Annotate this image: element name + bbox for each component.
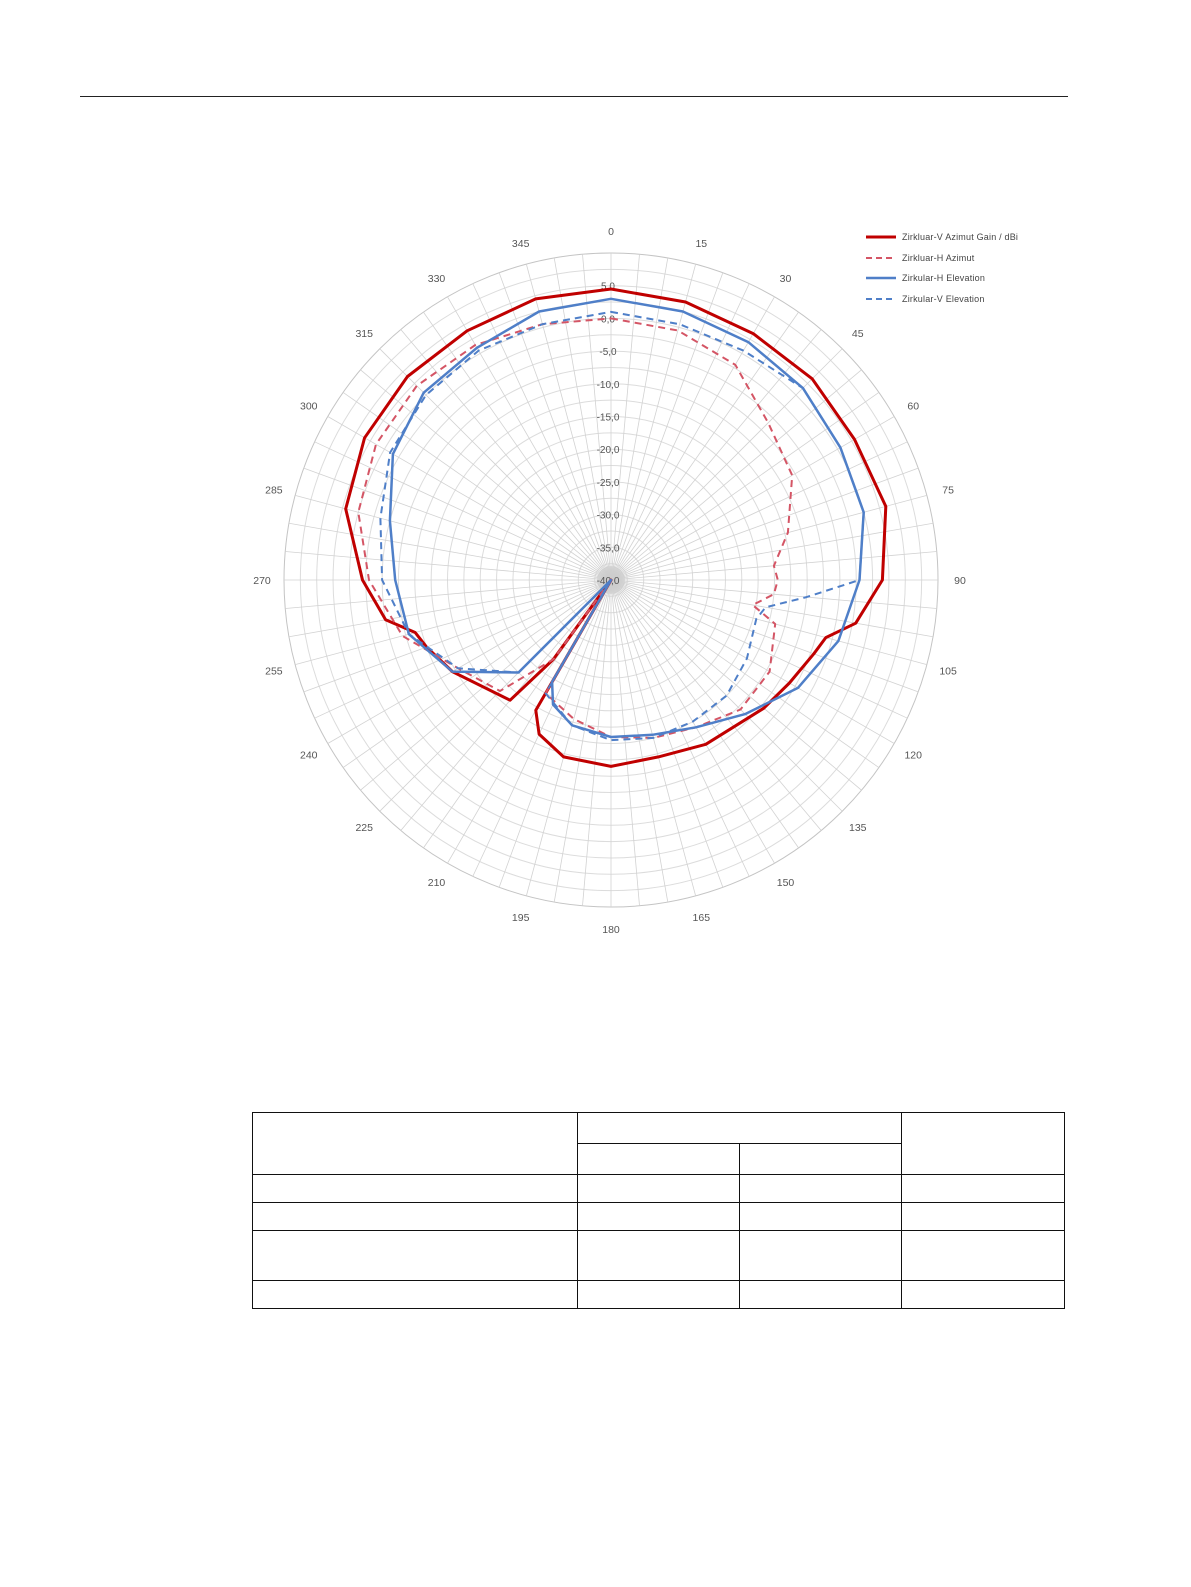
angle-tick-label: 300 bbox=[299, 400, 318, 413]
legend-item bbox=[866, 227, 1086, 248]
table-row bbox=[253, 1231, 1065, 1281]
table-cell bbox=[253, 1231, 578, 1281]
radial-tick-label: -20,0 bbox=[596, 445, 620, 457]
legend-label: Zirkular-H Elevation bbox=[902, 273, 986, 284]
radial-tick-label: -40,0 bbox=[596, 576, 620, 587]
table-cell bbox=[578, 1113, 902, 1144]
table-cell bbox=[740, 1144, 902, 1175]
table-row bbox=[253, 1113, 1065, 1144]
radial-tick-label: 0,0 bbox=[601, 314, 615, 326]
table-cell bbox=[253, 1175, 578, 1203]
table-cell bbox=[740, 1175, 902, 1203]
table-cell bbox=[740, 1281, 902, 1309]
table-cell bbox=[578, 1203, 740, 1231]
legend-item bbox=[866, 248, 1086, 269]
legend-item bbox=[866, 268, 1086, 289]
grid-spoke bbox=[611, 580, 639, 906]
radial-tick-label: 5,0 bbox=[601, 281, 615, 293]
radial-tick-label: -5,0 bbox=[599, 347, 617, 359]
legend-label: Zirkular-V Elevation bbox=[902, 293, 985, 304]
grid-spoke bbox=[285, 552, 611, 580]
grid-spoke bbox=[285, 580, 611, 608]
table-row bbox=[253, 1203, 1065, 1231]
angle-tick-label: 180 bbox=[602, 924, 620, 936]
legend-swatch-v-azimut bbox=[866, 234, 896, 240]
table-cell bbox=[253, 1203, 578, 1231]
table-cell bbox=[253, 1281, 578, 1309]
table-cell bbox=[578, 1175, 740, 1203]
specs-table bbox=[252, 1112, 1065, 1309]
legend-swatch-h-azimut bbox=[866, 255, 896, 261]
radial-tick-label: -15,0 bbox=[596, 412, 620, 424]
angle-tick-label: 255 bbox=[265, 665, 283, 678]
table-cell bbox=[578, 1231, 740, 1281]
radial-tick-label: -35,0 bbox=[596, 543, 620, 555]
grid-spoke bbox=[295, 495, 611, 580]
angle-tick-label: 75 bbox=[942, 484, 954, 497]
angle-tick-label: 120 bbox=[904, 749, 923, 762]
grid-spoke bbox=[583, 580, 611, 906]
angle-tick-label: 135 bbox=[849, 821, 867, 834]
angle-tick-label: 105 bbox=[939, 665, 957, 678]
legend-swatch-v-elevation bbox=[866, 296, 896, 302]
angle-tick-label: 315 bbox=[355, 328, 373, 341]
angle-tick-label: 345 bbox=[511, 237, 530, 250]
table-row bbox=[253, 1175, 1065, 1203]
angle-tick-label: 45 bbox=[851, 328, 864, 341]
grid-spoke bbox=[611, 417, 894, 581]
series-line bbox=[358, 318, 792, 738]
table-cell bbox=[578, 1144, 740, 1175]
angle-tick-label: 195 bbox=[511, 912, 530, 925]
radial-tick-label: -30,0 bbox=[596, 510, 620, 522]
grid-spoke bbox=[611, 580, 927, 665]
table-cell bbox=[740, 1203, 902, 1231]
chart-legend bbox=[866, 227, 1086, 309]
angle-tick-label: 15 bbox=[695, 237, 708, 250]
grid-spoke bbox=[328, 417, 611, 581]
angle-tick-label: 0 bbox=[608, 226, 614, 238]
angle-tick-label: 225 bbox=[355, 821, 373, 834]
grid-spoke bbox=[526, 580, 611, 896]
legend-item bbox=[866, 289, 1086, 310]
angle-tick-label: 240 bbox=[299, 749, 318, 762]
grid-spoke bbox=[295, 580, 611, 665]
angle-tick-label: 165 bbox=[692, 912, 711, 925]
table-cell bbox=[902, 1281, 1065, 1309]
angle-tick-label: 330 bbox=[427, 272, 446, 285]
table-cell bbox=[902, 1113, 1065, 1175]
table-cell bbox=[902, 1203, 1065, 1231]
table-cell bbox=[902, 1175, 1065, 1203]
angle-tick-label: 285 bbox=[265, 484, 283, 497]
grid-spoke bbox=[611, 495, 927, 580]
table-row bbox=[253, 1281, 1065, 1309]
angle-tick-label: 270 bbox=[253, 575, 271, 587]
series-line bbox=[380, 312, 863, 740]
table-cell bbox=[253, 1113, 578, 1175]
table-cell bbox=[740, 1231, 902, 1281]
radial-tick-label: -10,0 bbox=[596, 379, 620, 391]
table-cell bbox=[902, 1231, 1065, 1281]
radial-tick-label: -25,0 bbox=[596, 477, 620, 489]
legend-label: Zirkluar-V Azimut Gain / dBi bbox=[902, 232, 1019, 243]
grid-spoke bbox=[328, 580, 611, 744]
angle-tick-label: 30 bbox=[779, 272, 792, 285]
legend-label: Zirkluar-H Azimut bbox=[902, 252, 975, 263]
table-cell bbox=[578, 1281, 740, 1309]
legend-swatch-h-elevation bbox=[866, 275, 896, 281]
angle-tick-label: 210 bbox=[427, 877, 446, 890]
angle-tick-label: 150 bbox=[776, 877, 795, 890]
grid-spoke bbox=[448, 297, 612, 580]
angle-tick-label: 90 bbox=[954, 575, 966, 587]
angle-tick-label: 60 bbox=[907, 400, 920, 413]
